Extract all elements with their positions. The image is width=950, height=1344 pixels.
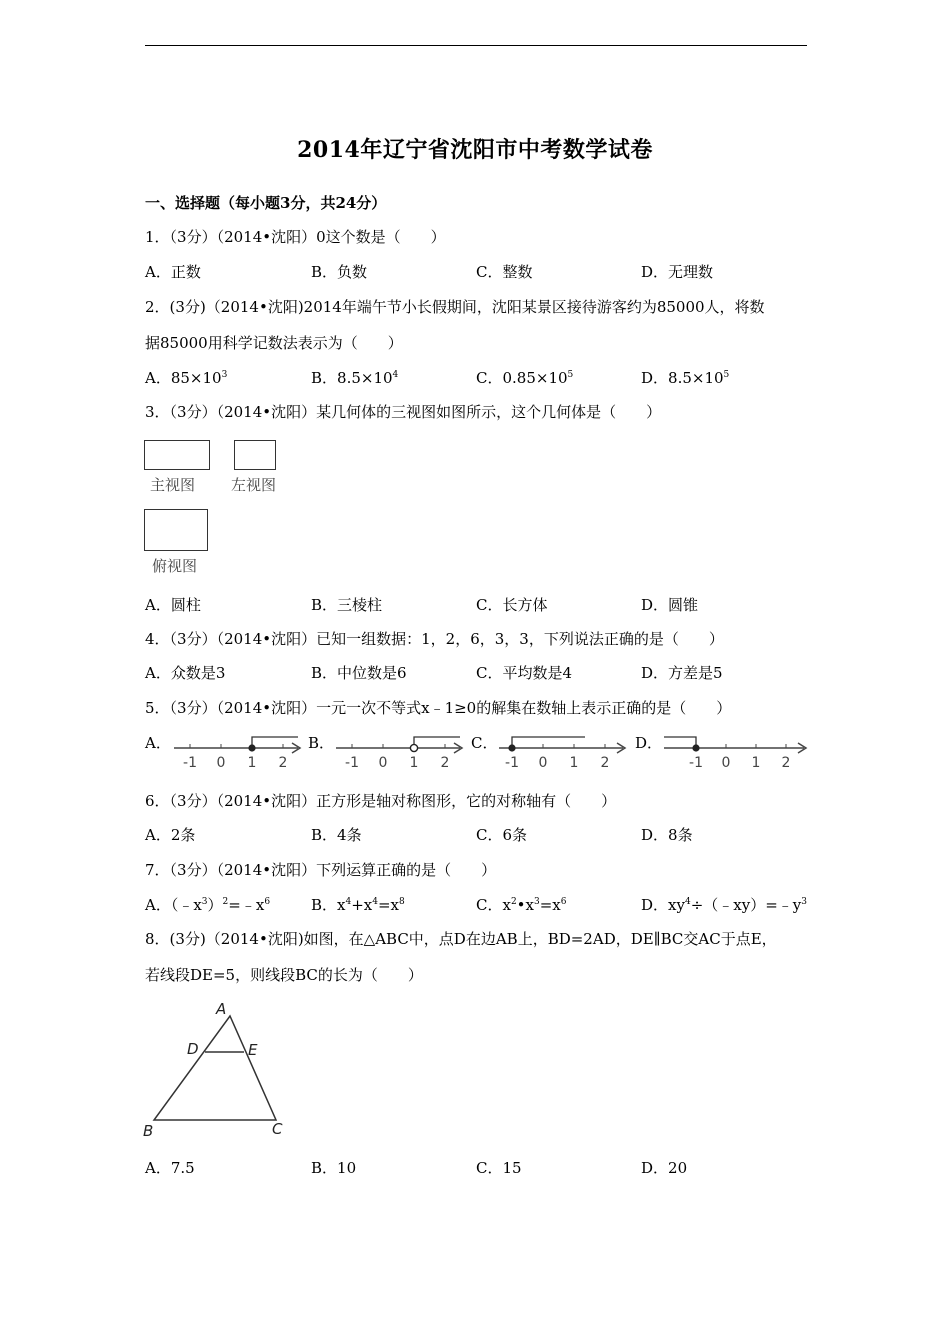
q4-option-c: C．平均数是4 <box>476 664 573 682</box>
q7-option-b: B．$x^4+x^4=x^8$ <box>311 896 405 914</box>
tick-label: 2 <box>440 755 450 771</box>
q8-option-a: A．7.5 <box>145 1159 195 1177</box>
side-view-label: 左视图 <box>231 476 277 494</box>
question-1-stem: 1．（3分）（2014•沈阳）0这个数是（ ） <box>145 228 446 246</box>
tick-label: 1 <box>569 755 579 771</box>
tick-label: -1 <box>689 755 703 771</box>
question-8-stem-line1: 8．(3分)（2014•沈阳)如图，在△ABC中，点D在边AB上，BD=2AD，DE∥BC交AC于点E， <box>145 930 777 948</box>
q3-option-d: D．圆锥 <box>641 596 699 614</box>
q7-option-a: A．$(﹣x^3)^2=﹣x^6$ <box>145 896 271 914</box>
question-8-stem-line2: 若线段DE=5，则线段BC的长为（ ） <box>145 966 423 984</box>
tick-label: -1 <box>505 755 519 771</box>
tick-label: 0 <box>538 755 548 771</box>
tick-label: 1 <box>409 755 419 771</box>
tick-label: 0 <box>721 755 731 771</box>
q4-option-d: D．方差是5 <box>641 664 723 682</box>
q8-option-c: C．15 <box>476 1159 522 1177</box>
top-view-label: 俯视图 <box>152 557 198 575</box>
page-title: 2014年辽宁省沈阳市中考数学试卷 <box>297 137 653 163</box>
q2-option-c: C．$0.85\times 10^5$ <box>476 369 574 387</box>
tick-label: 0 <box>378 755 388 771</box>
q2-option-a: A．$85\times 10^3$ <box>145 369 228 387</box>
triangle-figure <box>140 998 300 1143</box>
tick-label: 2 <box>600 755 610 771</box>
question-3-stem: 3．（3分）（2014•沈阳）某几何体的三视图如图所示，这个几何体是（ ） <box>145 403 662 421</box>
question-2-stem-line1: 2．(3分)（2014•沈阳)2014年端午节小长假期间，沈阳某景区接待游客约为85000人，将数 <box>145 298 765 316</box>
point-label-d: D <box>187 1040 199 1058</box>
header-rule <box>145 45 807 46</box>
q1-option-a: A．正数 <box>145 263 201 281</box>
question-7-stem: 7．（3分）（2014•沈阳）下列运算正确的是（ ） <box>145 861 497 879</box>
question-4-stem: 4．（3分）（2014•沈阳）已知一组数据：1，2，6，3，3，下列说法正确的是（ ） <box>145 630 724 648</box>
q4-option-a: A．众数是3 <box>145 664 226 682</box>
top-view-rectangle <box>144 509 208 551</box>
q8-option-b: B．10 <box>311 1159 357 1177</box>
question-2-stem-line2: 据85000用科学记数法表示为（ ） <box>145 334 403 352</box>
tick-label: -1 <box>183 755 197 771</box>
q1-option-d: D．无理数 <box>641 263 714 281</box>
front-view-label: 主视图 <box>150 476 196 494</box>
tick-label: 1 <box>751 755 761 771</box>
section-heading: 一、选择题（每小题3分，共24分） <box>145 194 387 212</box>
q3-option-b: B．三棱柱 <box>311 596 383 614</box>
q6-option-a: A．2条 <box>145 826 196 844</box>
q5-option-c-letter: C． <box>471 734 498 752</box>
tick-label: 0 <box>216 755 226 771</box>
q4-option-b: B．中位数是6 <box>311 664 407 682</box>
q5-option-a-letter: A． <box>145 734 171 752</box>
q5-option-b-letter: B． <box>308 734 335 752</box>
tick-label: 2 <box>781 755 791 771</box>
q7-option-d: D．$xy^4\div(﹣xy)=﹣y^3$ <box>641 896 807 914</box>
q5-option-d-letter: D． <box>635 734 663 752</box>
question-6-stem: 6．（3分）（2014•沈阳）正方形是轴对称图形，它的对称轴有（ ） <box>145 792 617 810</box>
q6-option-c: C．6条 <box>476 826 528 844</box>
q2-option-b: B．$8.5\times 10^4$ <box>311 369 399 387</box>
vertex-label-a: A <box>216 1000 227 1018</box>
vertex-label-c: C <box>272 1120 283 1138</box>
side-view-rectangle <box>234 440 276 470</box>
point-label-e: E <box>248 1041 258 1059</box>
q6-option-b: B．4条 <box>311 826 362 844</box>
q6-option-d: D．8条 <box>641 826 693 844</box>
q1-option-c: C．整数 <box>476 263 533 281</box>
q5-option-d-number-line <box>660 728 810 772</box>
tick-label: 2 <box>278 755 288 771</box>
vertex-label-b: B <box>143 1122 154 1140</box>
question-5-stem: 5．（3分）（2014•沈阳）一元一次不等式x﹣1≥0的解集在数轴上表示正确的是（ ） <box>145 699 732 717</box>
q5-option-a-number-line <box>170 728 306 772</box>
q1-option-b: B．负数 <box>311 263 368 281</box>
tick-label: -1 <box>345 755 359 771</box>
tick-label: 1 <box>247 755 257 771</box>
q5-option-b-number-line <box>332 728 468 772</box>
q2-option-d: D．$8.5\times 10^5$ <box>641 369 730 387</box>
q3-option-c: C．长方体 <box>476 596 548 614</box>
q7-option-c: C．$x^2•x^3=x^6$ <box>476 896 567 914</box>
q8-option-d: D．20 <box>641 1159 688 1177</box>
front-view-rectangle <box>144 440 210 470</box>
q3-option-a: A．圆柱 <box>145 596 201 614</box>
q5-option-c-number-line <box>495 728 631 772</box>
